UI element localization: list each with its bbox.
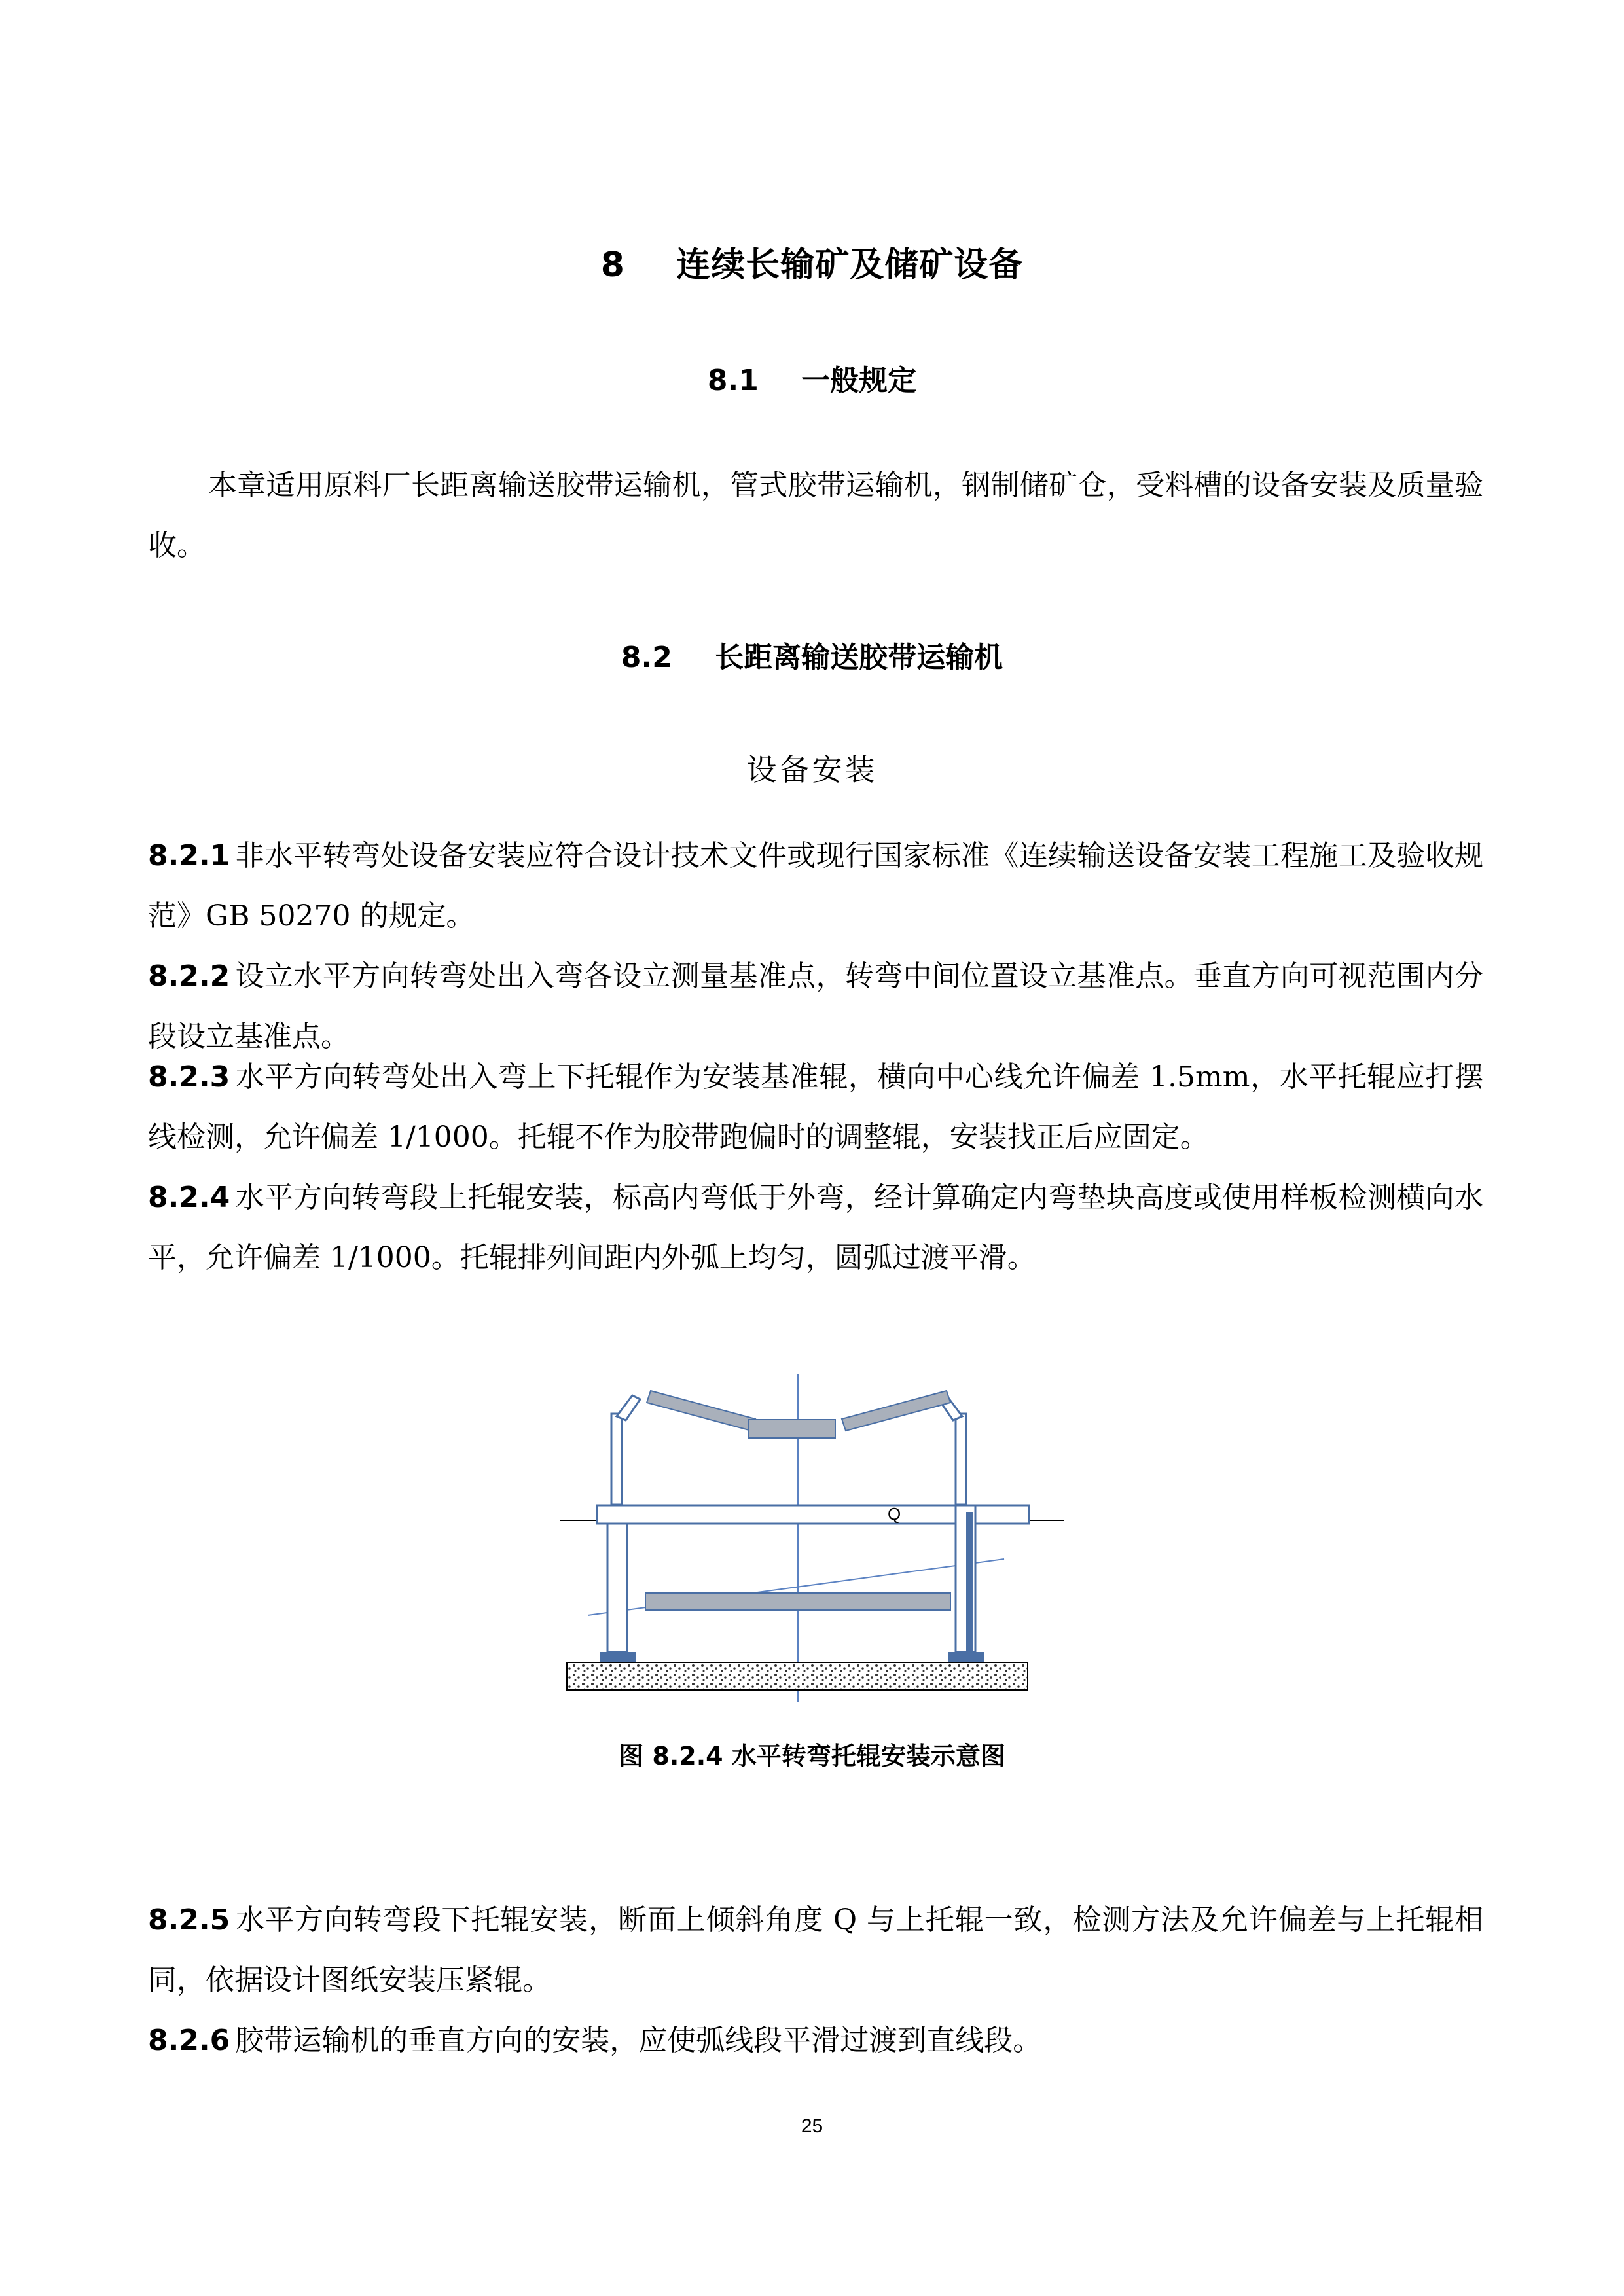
- clause-number: 8.2.3: [148, 1060, 230, 1094]
- clause-text: 设立水平方向转弯处出入弯各设立测量基准点，转弯中间位置设立基准点。垂直方向可视范围内分段设立基准点。: [148, 960, 1483, 1053]
- clause-text: 水平方向转弯段上托辊安装，标高内弯低于外弯，经计算确定内弯垫块高度或使用样板检测横向水平，允许偏差 1/1000。托辊排列间距内外弧上均匀，圆弧过渡平滑。: [148, 1181, 1483, 1274]
- clause-text: 水平方向转弯处出入弯上下托辊作为安装基准辊，横向中心线允许偏差 1.5mm，水平托辊应打摆线检测，允许偏差 1/1000。托辊不作为胶带跑偏时的调整辊，安装找正后应固定。: [148, 1060, 1483, 1154]
- right-wing-roller: [842, 1391, 950, 1431]
- right-post-inner: [966, 1512, 973, 1652]
- clause-8-2-6: [148, 2011, 1483, 2071]
- left-wing-roller: [647, 1391, 755, 1431]
- section-heading-8-2: [0, 634, 1624, 675]
- ground-base: [567, 1662, 1028, 1690]
- clause-number: 8.2.1: [148, 839, 230, 872]
- chapter-number: 8: [600, 245, 625, 285]
- clause-number: 8.2.5: [148, 1903, 230, 1937]
- clause-text: 非水平转弯处设备安装应符合设计技术文件或现行国家标准《连续输送设备安装工程施工及验收规范》GB 50270 的规定。: [148, 839, 1483, 933]
- return-roller: [645, 1593, 950, 1610]
- clause-8-2-4: [148, 1168, 1483, 1288]
- left-foot: [600, 1652, 636, 1662]
- clause-text: 水平方向转弯段下托辊安装，断面上倾斜角度 Q 与上托辊一致，检测方法及允许偏差与上托辊相同，依据设计图纸安装压紧辊。: [148, 1903, 1483, 1997]
- figure-caption: 图 8.2.4 水平转弯托辊安装示意图: [619, 1742, 1005, 1770]
- left-bracket: [611, 1395, 640, 1505]
- angle-label-q: Q: [888, 1504, 901, 1524]
- section-title: 长距离输送胶带运输机: [715, 641, 1003, 674]
- section-number: 8.1: [707, 364, 759, 397]
- center-roller: [749, 1420, 835, 1438]
- clause-number: 8.2.4: [148, 1181, 230, 1214]
- section-number: 8.2: [621, 641, 672, 674]
- right-foot: [948, 1652, 984, 1662]
- clause-text: 胶带运输机的垂直方向的安装，应使弧线段平滑过渡到直线段。: [235, 2024, 1042, 2057]
- chapter-title: 连续长输矿及储矿设备: [676, 245, 1024, 285]
- clause-number: 8.2.2: [148, 960, 230, 993]
- subheading: 设备安装: [746, 752, 878, 787]
- clause-8-2-3: [148, 1047, 1483, 1168]
- idler-installation-diagram: [554, 1361, 1064, 1715]
- left-post: [607, 1524, 627, 1652]
- clause-number: 8.2.6: [148, 2024, 230, 2057]
- clause-8-2-5: [148, 1890, 1483, 2011]
- page-number: 25: [801, 2115, 823, 2137]
- chapter-heading: [0, 237, 1624, 286]
- section-heading-8-1: [0, 357, 1624, 399]
- clause-8-2-1: [148, 826, 1483, 946]
- right-bracket: [939, 1395, 966, 1505]
- section-title: 一般规定: [801, 364, 917, 397]
- intro-paragraph: 本章适用原料厂长距离输送胶带运输机，管式胶带运输机，钢制储矿仓，受料槽的设备安装及质量验收。: [148, 469, 1483, 562]
